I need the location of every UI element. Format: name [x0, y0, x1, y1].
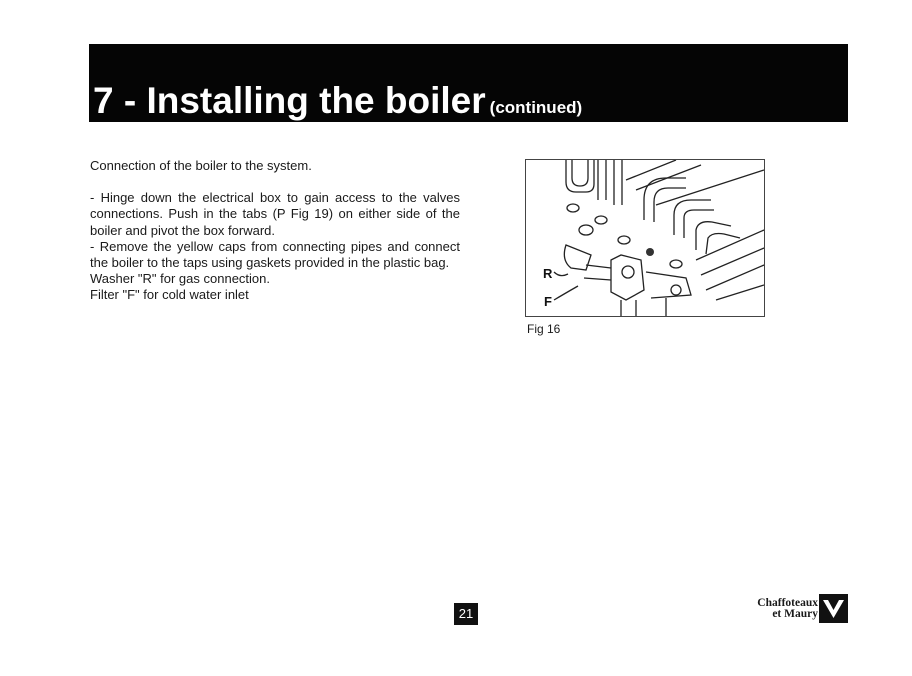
figure-caption: Fig 16	[527, 322, 561, 336]
instruction-line: - Hinge down the electrical box to gain access to the valves connections. Push in the tabs (P Fig 19) on either side of the boiler and pivot the box forward.	[90, 190, 460, 238]
instruction-line: Filter "F" for cold water inlet	[90, 287, 249, 303]
figure-16-illustration	[525, 159, 765, 317]
instruction-line: - Remove the yellow caps from connecting pipes and connect the boiler to the taps using gaskets provided in the plastic bag.	[90, 238, 460, 271]
section-subtitle: (continued)	[489, 98, 583, 117]
brand-logo-icon	[819, 594, 848, 623]
brand-line-2: et Maury	[772, 608, 818, 620]
label-r: R	[543, 266, 553, 281]
section-title-text: 7 - Installing the boiler	[93, 80, 486, 121]
instructions	[90, 158, 460, 304]
label-f: F	[544, 294, 552, 309]
intro-paragraph: Connection of the boiler to the system.	[90, 158, 312, 173]
section-header	[89, 44, 848, 122]
section-title	[93, 82, 582, 119]
instruction-line: Washer "R" for gas connection.	[90, 271, 270, 287]
boiler-pipe-drawing	[526, 160, 764, 316]
page-number: 21	[454, 603, 478, 625]
brand-logo-text	[740, 598, 818, 620]
brand-line-1: Chaffoteaux	[757, 597, 818, 609]
